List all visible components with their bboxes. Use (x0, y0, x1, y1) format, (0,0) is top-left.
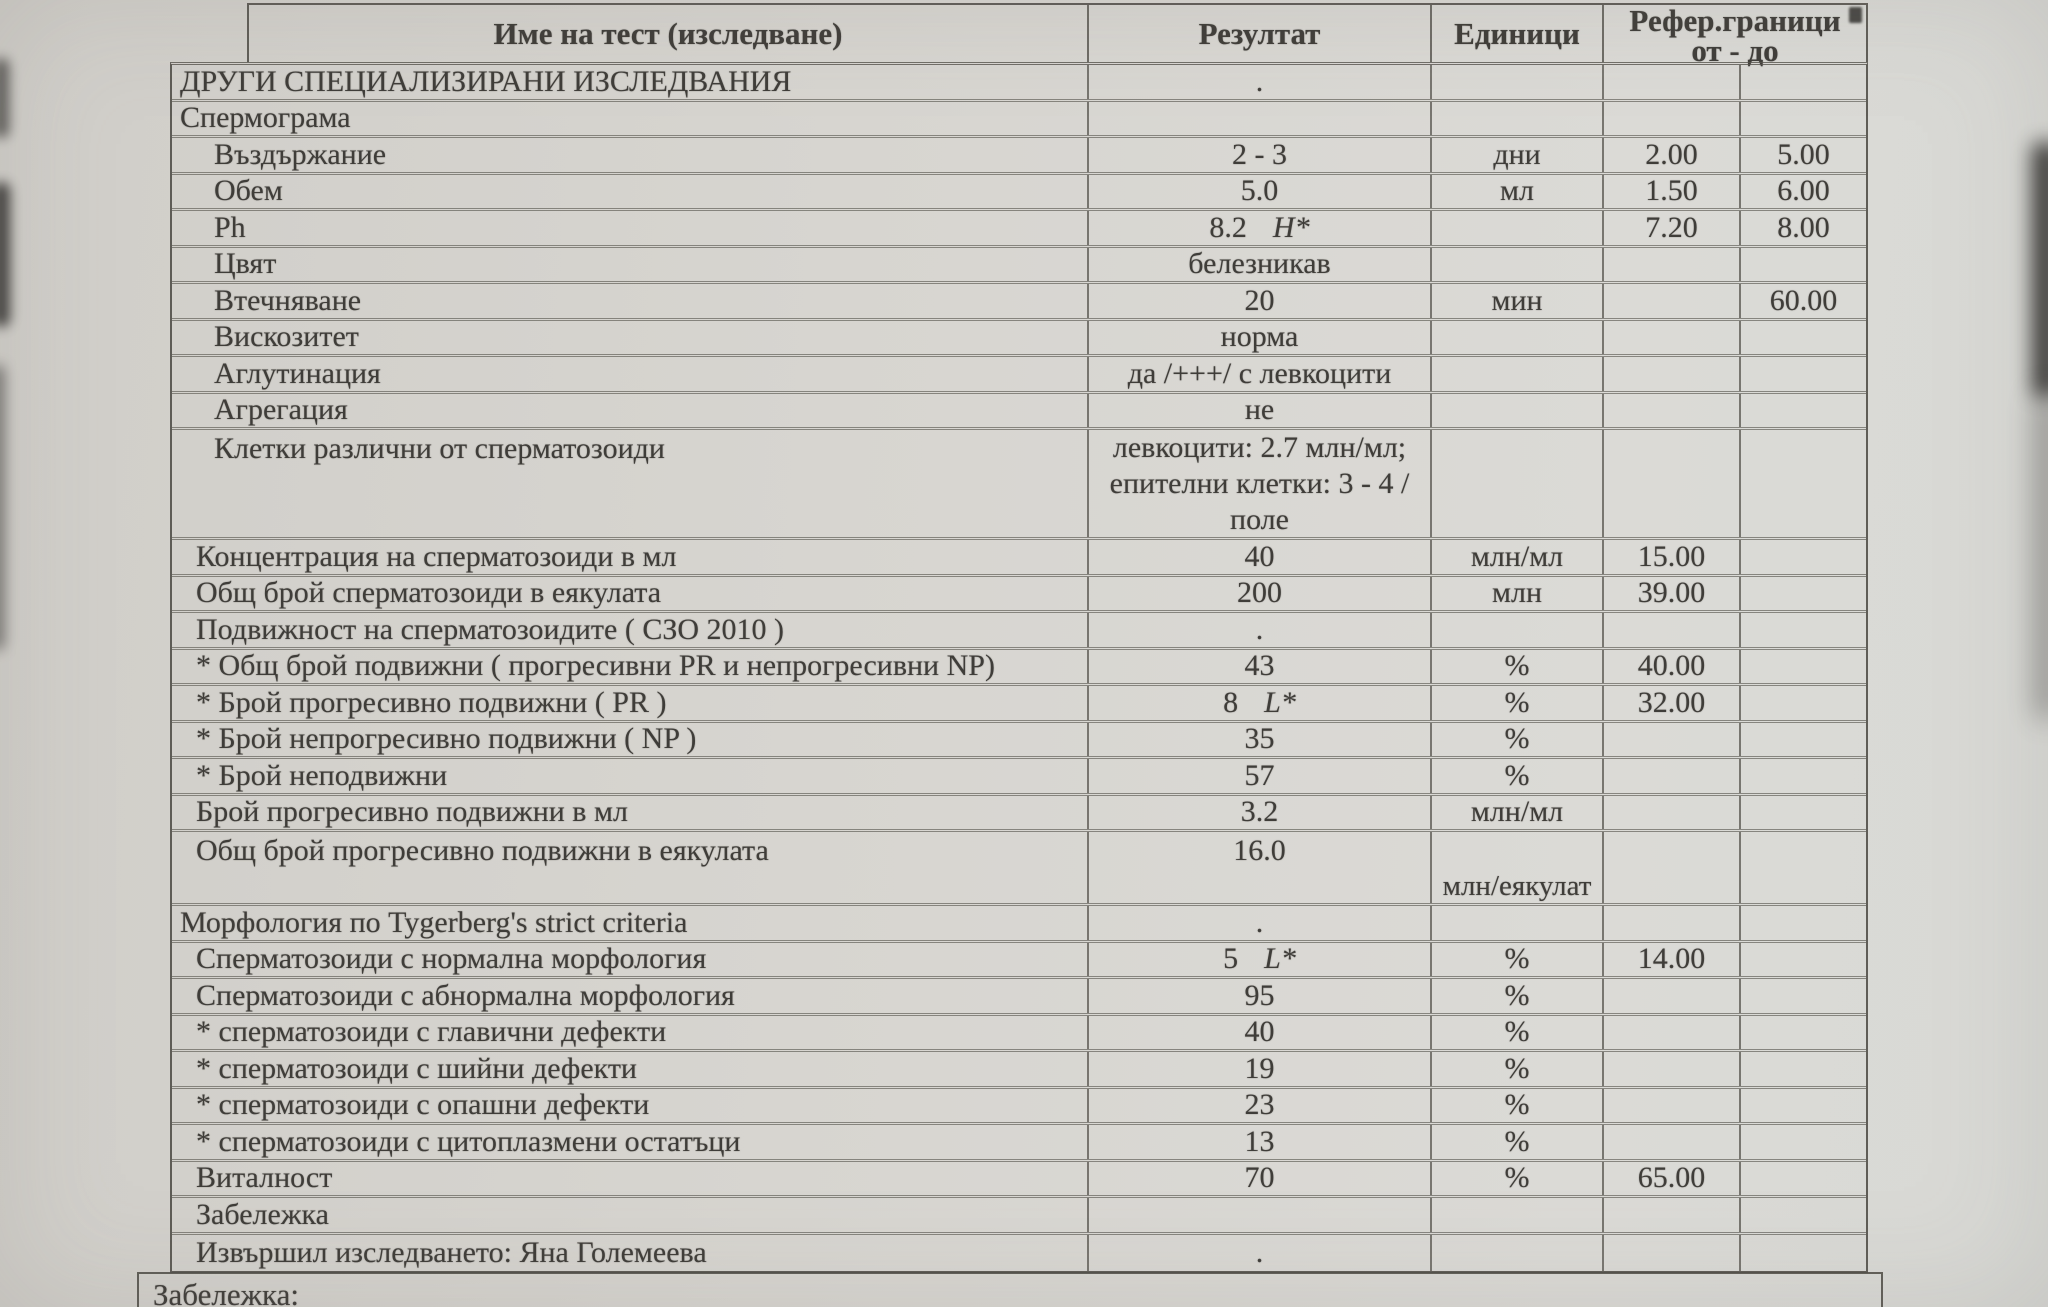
ref-from-cell (1602, 1089, 1739, 1123)
units-cell (1430, 248, 1602, 282)
ref-to-cell (1739, 686, 1866, 720)
ref-from-cell: 32.00 (1602, 686, 1739, 720)
ref-from-cell (1602, 248, 1739, 282)
ref-to-cell: 8.00 (1739, 211, 1866, 245)
ref-from-cell (1602, 796, 1739, 830)
result-cell: белезникав (1087, 248, 1430, 282)
table-row (172, 979, 1866, 1016)
test-name-cell: Цвят (214, 247, 277, 281)
ref-to-cell (1739, 394, 1866, 428)
scan-artifact (0, 182, 10, 327)
test-name-cell: Сперматозоиди с абнормална морфология (196, 979, 735, 1012)
result-cell (1087, 102, 1430, 136)
ref-from-cell (1602, 723, 1739, 757)
ref-to-cell (1739, 906, 1866, 940)
scan-artifact (2036, 390, 2048, 720)
test-name-cell: Спермограма (180, 101, 351, 135)
test-name-cell: Подвижност на сперматозоидите ( СЗО 2010 ) (196, 613, 785, 646)
ref-from-cell (1602, 357, 1739, 391)
test-name-cell: Брой прогресивно подвижни в мл (196, 795, 628, 829)
result-cell: 5 L* (1087, 943, 1430, 977)
test-name-cell: * сперматозоиди с шийни дефекти (196, 1052, 637, 1085)
units-cell (1430, 1198, 1602, 1232)
ref-to-cell: 5.00 (1739, 138, 1866, 172)
result-cell: да /+++/ с левкоцити (1087, 357, 1430, 391)
test-name-cell: ДРУГИ СПЕЦИАЛИЗИРАНИ ИЗСЛЕДВАНИЯ (180, 65, 792, 98)
ref-from-cell (1602, 394, 1739, 428)
ref-to-cell (1739, 723, 1866, 757)
test-name-cell: * сперматозоиди с главични дефекти (196, 1015, 667, 1049)
ref-from-cell (1602, 102, 1739, 136)
ref-from-cell (1602, 1016, 1739, 1050)
units-cell (1430, 65, 1602, 99)
ref-from-cell: 39.00 (1602, 577, 1739, 611)
ref-from-cell: 14.00 (1602, 943, 1739, 977)
ref-to-cell (1739, 540, 1866, 574)
ref-to-cell (1739, 759, 1866, 793)
units-cell: млн/мл (1430, 540, 1602, 574)
test-name-cell: * Брой прогресивно подвижни ( PR ) (196, 686, 667, 719)
units-cell (1430, 1235, 1602, 1272)
result-cell: 3.2 (1087, 796, 1430, 830)
table-row (172, 357, 1866, 394)
table-row (172, 1125, 1866, 1162)
ref-to-cell (1739, 357, 1866, 391)
units-cell: мл (1430, 175, 1602, 209)
units-cell (1430, 906, 1602, 940)
test-name-cell: Ph (214, 211, 246, 244)
table-row (172, 175, 1866, 212)
result-cell: 8.2 H* (1087, 211, 1430, 245)
scan-artifact (2032, 142, 2048, 397)
ref-to-cell: 60.00 (1739, 284, 1866, 318)
table-row (172, 430, 1866, 540)
units-cell: % (1430, 979, 1602, 1013)
ref-from-cell (1602, 65, 1739, 99)
ref-to-cell (1739, 979, 1866, 1013)
ref-from-cell (1602, 1198, 1739, 1232)
result-cell (1087, 1198, 1430, 1232)
table-row (172, 248, 1866, 285)
column-header-test-name: Име на тест (изследване) (493, 15, 843, 51)
test-name-cell: Вискозитет (214, 320, 359, 354)
units-cell (1430, 394, 1602, 428)
test-name-cell: Сперматозоиди с нормална морфология (196, 942, 707, 976)
units-cell: % (1430, 1052, 1602, 1086)
units-cell (1430, 211, 1602, 245)
table-row (172, 1198, 1866, 1235)
table-row (172, 102, 1866, 139)
ref-to-cell (1739, 430, 1866, 537)
units-cell (1430, 102, 1602, 136)
units-cell (1430, 357, 1602, 391)
ref-to-cell (1739, 248, 1866, 282)
ref-from-cell: 65.00 (1602, 1162, 1739, 1196)
reference-range-label: от - до (1691, 33, 1779, 68)
ref-from-cell: 40.00 (1602, 650, 1739, 684)
ref-to-cell (1739, 1125, 1866, 1159)
result-cell: 23 (1087, 1089, 1430, 1123)
results-table-header (247, 3, 1868, 68)
result-cell: 57 (1087, 759, 1430, 793)
result-cell: левкоцити: 2.7 млн/мл; епителни клетки: 3 - 4 / поле (1087, 430, 1430, 537)
test-name-cell: Аглутинация (214, 357, 381, 390)
table-row (172, 832, 1866, 906)
table-row (172, 138, 1866, 175)
column-header-units: Единици (1430, 5, 1602, 62)
result-cell: не (1087, 394, 1430, 428)
scan-artifact (0, 58, 9, 138)
table-row (172, 759, 1866, 796)
result-cell: 40 (1087, 540, 1430, 574)
result-cell: 19 (1087, 1052, 1430, 1086)
test-name-cell: * сперматозоиди с цитоплазмени остатъци (196, 1125, 741, 1158)
units-cell: дни (1430, 138, 1602, 172)
test-name-cell: Агрегация (214, 393, 348, 427)
table-row (172, 394, 1866, 431)
test-name-cell: * Брой неподвижни (196, 759, 448, 792)
table-row (172, 540, 1866, 577)
units-cell: млн/еякулат (1430, 832, 1602, 903)
table-row (172, 1052, 1866, 1089)
test-name-cell: * сперматозоиди с опашни дефекти (196, 1088, 650, 1122)
test-name-cell: Въздържание (214, 138, 387, 171)
test-name-cell: Обем (214, 174, 283, 208)
ref-to-cell (1739, 1016, 1866, 1050)
units-cell: % (1430, 1162, 1602, 1196)
ref-to-cell (1739, 577, 1866, 611)
units-cell: % (1430, 1016, 1602, 1050)
ref-to-cell (1739, 321, 1866, 355)
ref-to-cell (1739, 1162, 1866, 1196)
result-cell: . (1087, 613, 1430, 647)
result-cell: 95 (1087, 979, 1430, 1013)
table-row (172, 321, 1866, 358)
units-cell: млн (1430, 577, 1602, 611)
ref-to-cell (1739, 102, 1866, 136)
test-name-cell: * Общ брой подвижни ( прогресивни PR и непрогресивни NP) (196, 649, 995, 683)
table-row (172, 65, 1866, 102)
ref-from-cell (1602, 979, 1739, 1013)
test-name-cell: Извършил изследването: Яна Големеева (196, 1235, 707, 1269)
reference-title: Рефер.граници (1629, 3, 1841, 38)
table-row (172, 796, 1866, 833)
result-cell: . (1087, 1235, 1430, 1272)
ref-from-cell: 15.00 (1602, 540, 1739, 574)
column-header-reference (1602, 3, 1866, 68)
test-name-cell: Общ брой сперматозоиди в еякулата (196, 576, 662, 610)
table-row (172, 723, 1866, 760)
table-row (172, 906, 1866, 943)
ref-to-cell (1739, 613, 1866, 647)
test-name-cell: Общ брой прогресивно подвижни в еякулата (196, 834, 769, 867)
ref-from-cell: 2.00 (1602, 138, 1739, 172)
table-row (172, 1162, 1866, 1199)
units-cell: % (1430, 1125, 1602, 1159)
table-row (172, 686, 1866, 723)
units-cell (1430, 430, 1602, 537)
result-cell: 20 (1087, 284, 1430, 318)
result-cell: . (1087, 906, 1430, 940)
notes-box (137, 1272, 1883, 1307)
ref-from-cell (1602, 430, 1739, 537)
result-cell: норма (1087, 321, 1430, 355)
column-header-result: Резултат (1087, 5, 1430, 62)
result-cell: 70 (1087, 1162, 1430, 1196)
units-cell: % (1430, 1089, 1602, 1123)
ref-from-cell (1602, 1052, 1739, 1086)
test-name-cell: Забележка (196, 1198, 329, 1231)
units-cell (1430, 321, 1602, 355)
test-name-cell: Клетки различни от сперматозоиди (214, 432, 665, 465)
table-row (172, 650, 1866, 687)
ref-from-cell (1602, 613, 1739, 647)
result-cell: 35 (1087, 723, 1430, 757)
ref-to-cell (1739, 943, 1866, 977)
ref-from-cell (1602, 1235, 1739, 1272)
scan-artifact (0, 365, 4, 650)
ref-from-cell: 7.20 (1602, 211, 1739, 245)
table-row (172, 1235, 1866, 1272)
ref-to-cell (1739, 1235, 1866, 1272)
result-cell: 40 (1087, 1016, 1430, 1050)
result-cell: 16.0 (1087, 832, 1430, 903)
table-row (172, 284, 1866, 321)
test-name-cell: * Брой непрогресивно подвижни ( NP ) (196, 722, 697, 756)
result-cell: 8 L* (1087, 686, 1430, 720)
ref-to-cell: 6.00 (1739, 175, 1866, 209)
units-cell: % (1430, 759, 1602, 793)
ref-to-cell (1739, 1052, 1866, 1086)
units-cell: % (1430, 943, 1602, 977)
notes-label: Забележка: (153, 1277, 300, 1307)
units-cell: % (1430, 686, 1602, 720)
units-cell: % (1430, 650, 1602, 684)
test-name-cell: Виталност (196, 1161, 333, 1195)
ref-to-cell (1739, 65, 1866, 99)
units-cell: млн/мл (1430, 796, 1602, 830)
ref-to-cell (1739, 796, 1866, 830)
units-cell (1430, 613, 1602, 647)
ref-from-cell (1602, 1125, 1739, 1159)
results-table (170, 62, 1868, 1273)
ref-to-cell (1739, 1089, 1866, 1123)
ref-to-cell (1739, 1198, 1866, 1232)
ref-to-cell (1739, 650, 1866, 684)
test-name-cell: Втечняване (214, 284, 362, 317)
units-cell: мин (1430, 284, 1602, 318)
result-cell: . (1087, 65, 1430, 99)
result-cell: 2 - 3 (1087, 138, 1430, 172)
table-row (172, 577, 1866, 614)
result-cell: 5.0 (1087, 175, 1430, 209)
table-row (172, 1089, 1866, 1126)
test-name-cell: Морфология по Tygerberg's strict criteria (180, 906, 688, 939)
table-row (172, 211, 1866, 248)
ref-from-cell (1602, 321, 1739, 355)
ref-from-cell (1602, 906, 1739, 940)
ref-from-cell (1602, 832, 1739, 903)
ref-to-cell (1739, 832, 1866, 903)
result-cell: 43 (1087, 650, 1430, 684)
table-row (172, 943, 1866, 980)
table-row (172, 613, 1866, 650)
table-row (172, 1016, 1866, 1053)
units-cell: % (1430, 723, 1602, 757)
ref-from-cell: 1.50 (1602, 175, 1739, 209)
ref-from-cell (1602, 284, 1739, 318)
ref-from-cell (1602, 759, 1739, 793)
result-cell: 13 (1087, 1125, 1430, 1159)
test-name-cell: Концентрация на сперматозоиди в мл (196, 540, 677, 573)
result-cell: 200 (1087, 577, 1430, 611)
